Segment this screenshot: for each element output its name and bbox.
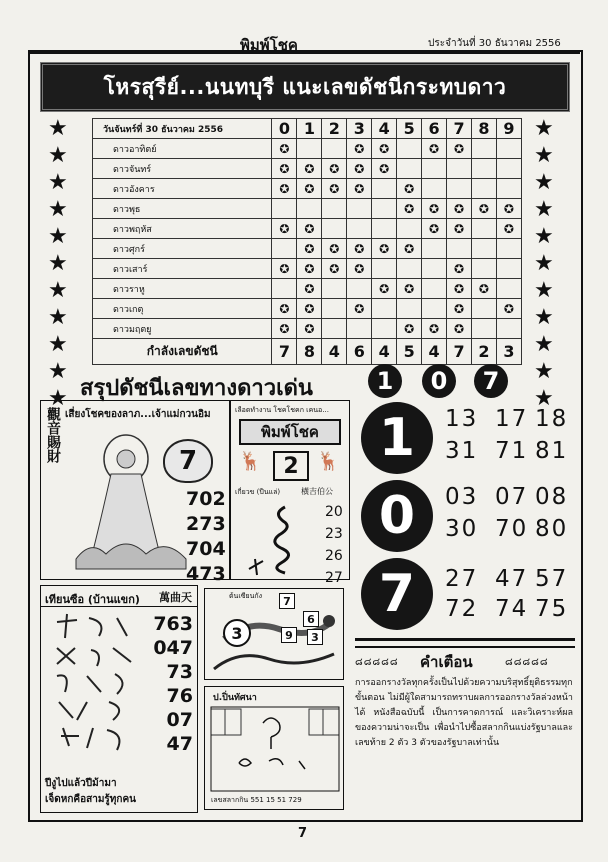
grid-total-value: 5 — [397, 339, 422, 365]
star-icon: ★ — [534, 332, 554, 357]
grid-date-label: วันจันทร์ที่ 30 ธันวาคม 2556 — [93, 119, 272, 139]
pimchok-digit: 2 — [273, 451, 309, 481]
handwritten-box-footer: เลขสลากกิน 551 15 51 729 — [211, 796, 302, 804]
tiansue-number: 76 — [166, 685, 193, 707]
star-mark-icon: ✪ — [272, 179, 297, 199]
star-mark-icon: ✪ — [347, 139, 372, 159]
grid-planet-row — [93, 139, 522, 159]
handwriting-scribble — [245, 499, 315, 579]
star-icon: ★ — [534, 359, 554, 384]
grid-total-row — [93, 339, 522, 365]
grid-total-value: 8 — [297, 339, 322, 365]
star-icon: ★ — [48, 197, 68, 222]
star-mark-icon: ✪ — [347, 239, 372, 259]
pair-number: 72 — [445, 596, 479, 622]
grid-digit-header: 7 — [447, 119, 472, 139]
empty-cell — [422, 239, 447, 259]
tiansue-footer-1: ปีงูไปแล้วปีม้ามา — [45, 778, 117, 789]
summary-title: สรุปดัชนีเลขทางดาวเด่น — [80, 376, 313, 401]
chinese-script-image — [47, 612, 137, 762]
star-mark-icon: ✪ — [347, 259, 372, 279]
guanyin-title: เสี่ยงโชคของลาภ...เจ้าแม่กวนอิม — [65, 409, 211, 420]
pair-number: 57 — [535, 566, 569, 592]
grid-digit-header: 8 — [471, 119, 496, 139]
right-star-column — [534, 118, 554, 415]
pimchok-number: 23 — [325, 526, 343, 542]
grid-total-value: 7 — [447, 339, 472, 365]
grid-header-row — [93, 119, 522, 139]
pair-number: 47 — [495, 566, 529, 592]
lizard-box-number: 6 — [303, 611, 319, 627]
grid-planet-row — [93, 219, 522, 239]
planet-name: ดาวศุกร์ — [93, 239, 272, 259]
pair-number: 13 — [445, 406, 479, 432]
star-mark-icon: ✪ — [471, 279, 496, 299]
grid-total-value: 4 — [322, 339, 347, 365]
empty-cell — [272, 279, 297, 299]
star-mark-icon: ✪ — [272, 219, 297, 239]
empty-cell — [496, 139, 521, 159]
pimchok-number-list — [325, 501, 343, 589]
star-mark-icon: ✪ — [297, 179, 322, 199]
star-mark-icon: ✪ — [422, 199, 447, 219]
pimchok-sub-right: 橫吉伯公 — [301, 487, 333, 496]
empty-cell — [372, 179, 397, 199]
star-mark-icon: ✪ — [397, 199, 422, 219]
star-mark-icon: ✪ — [496, 199, 521, 219]
empty-cell — [422, 179, 447, 199]
star-icon: ★ — [534, 251, 554, 276]
empty-cell — [372, 199, 397, 219]
planet-name: ดาวมฤตยู — [93, 319, 272, 339]
star-mark-icon: ✪ — [447, 299, 472, 319]
pimchok-box — [230, 400, 350, 586]
grid-planet-row — [93, 159, 522, 179]
handwritten-box-label: ป.ปิ่นทัศนา — [213, 693, 257, 703]
star-mark-icon: ✪ — [422, 219, 447, 239]
grid-total-value: 7 — [272, 339, 297, 365]
warning-text: การออกรางวัลทุกครั้งเป็นไปด้วยความบริสุทธิ์ยุติธรรมทุกขั้นตอน ไม่มีผู้ใดสามารถทราบผลการออกรางวัลล่วงหน้าได้ หนังสือฉบับนี้ เป็นการคาดการณ์ และวิเคราะห์ผลของความน่าจะเป็น เพื่อนำไปซื้อสลากกินแบ่งรัฐบาลและ เลขท้าย 2 ตัว 3 ตัวของรัฐบาลเท่านั้น — [355, 678, 573, 748]
empty-cell — [322, 279, 347, 299]
guanyin-box — [40, 400, 230, 585]
grid-digit-header: 5 — [397, 119, 422, 139]
star-mark-icon: ✪ — [322, 239, 347, 259]
star-mark-icon: ✪ — [347, 299, 372, 319]
star-mark-icon: ✪ — [272, 319, 297, 339]
star-mark-icon: ✪ — [322, 179, 347, 199]
star-mark-icon: ✪ — [372, 159, 397, 179]
planet-name: ดาวเสาร์ — [93, 259, 272, 279]
star-icon: ★ — [48, 116, 68, 141]
tiansue-number: 47 — [166, 733, 193, 755]
grid-total-value: 2 — [471, 339, 496, 365]
star-mark-icon: ✪ — [447, 139, 472, 159]
star-mark-icon: ✪ — [422, 139, 447, 159]
grid-planet-row — [93, 179, 522, 199]
star-icon: ★ — [48, 386, 68, 411]
empty-cell — [447, 159, 472, 179]
date-line: ประจำวันที่ 30 ธันวาคม 2556 — [428, 38, 561, 49]
star-mark-icon: ✪ — [447, 279, 472, 299]
star-icon: ★ — [48, 305, 68, 330]
star-mark-icon: ✪ — [297, 219, 322, 239]
empty-cell — [496, 319, 521, 339]
pair-number: 07 — [495, 484, 529, 510]
grid-digit-header: 9 — [496, 119, 521, 139]
grid-total-value: 4 — [422, 339, 447, 365]
empty-cell — [471, 319, 496, 339]
empty-cell — [322, 199, 347, 219]
tiansue-number: 763 — [153, 613, 193, 635]
star-mark-icon: ✪ — [297, 239, 322, 259]
warning-title: คำเตือน — [420, 653, 473, 671]
empty-cell — [471, 179, 496, 199]
star-mark-icon: ✪ — [322, 259, 347, 279]
star-icon: ★ — [48, 224, 68, 249]
star-icon: ★ — [534, 143, 554, 168]
grid-planet-row — [93, 199, 522, 219]
guanyin-chinese: 觀音賜財 — [45, 407, 61, 463]
star-mark-icon: ✪ — [397, 179, 422, 199]
empty-cell — [372, 299, 397, 319]
empty-cell — [496, 259, 521, 279]
planet-name: ดาวอาทิตย์ — [93, 139, 272, 159]
pair-number: 71 — [495, 438, 529, 464]
empty-cell — [422, 259, 447, 279]
lizard-box-number: 9 — [281, 627, 297, 643]
empty-cell — [347, 199, 372, 219]
star-mark-icon: ✪ — [347, 159, 372, 179]
guanyin-number: 273 — [186, 513, 226, 535]
empty-cell — [372, 219, 397, 239]
star-mark-icon: ✪ — [372, 279, 397, 299]
pimchok-sub-left: เกี่ยวข (ปืนแล่) — [235, 488, 281, 496]
star-mark-icon: ✪ — [372, 139, 397, 159]
empty-cell — [272, 199, 297, 219]
pimchok-logo: พิมพ์โชค — [239, 419, 341, 445]
empty-cell — [447, 179, 472, 199]
title-banner — [40, 62, 570, 112]
star-mark-icon: ✪ — [447, 259, 472, 279]
planet-name: ดาวอังคาร — [93, 179, 272, 199]
pair-number: 03 — [445, 484, 479, 510]
empty-cell — [471, 259, 496, 279]
star-mark-icon: ✪ — [496, 219, 521, 239]
star-mark-icon: ✪ — [447, 319, 472, 339]
handwritten-box — [204, 686, 344, 810]
star-mark-icon: ✪ — [471, 199, 496, 219]
grid-planet-row — [93, 319, 522, 339]
big-number-panel — [355, 398, 575, 638]
grid-digit-header: 0 — [272, 119, 297, 139]
tiansue-number: 07 — [166, 709, 193, 731]
pair-number: 27 — [445, 566, 479, 592]
planet-name: ดาวเกตุ — [93, 299, 272, 319]
empty-cell — [397, 259, 422, 279]
grid-digit-header: 2 — [322, 119, 347, 139]
summary-digit: 0 — [422, 364, 456, 398]
empty-cell — [496, 179, 521, 199]
star-mark-icon: ✪ — [272, 159, 297, 179]
planet-index-grid — [92, 118, 522, 365]
empty-cell — [471, 159, 496, 179]
empty-cell — [496, 239, 521, 259]
empty-cell — [397, 159, 422, 179]
empty-cell — [397, 219, 422, 239]
planet-name: ดาวจันทร์ — [93, 159, 272, 179]
grid-total-value: 3 — [496, 339, 521, 365]
planet-name: ดาวราหู — [93, 279, 272, 299]
left-star-column — [48, 118, 68, 415]
empty-cell — [471, 239, 496, 259]
empty-cell — [297, 139, 322, 159]
empty-cell — [397, 299, 422, 319]
star-mark-icon: ✪ — [397, 239, 422, 259]
empty-cell — [447, 239, 472, 259]
pair-number: 70 — [495, 516, 529, 542]
star-mark-icon: ✪ — [496, 299, 521, 319]
empty-cell — [372, 259, 397, 279]
tiansue-rule — [41, 606, 197, 607]
empty-cell — [322, 139, 347, 159]
star-mark-icon: ✪ — [397, 279, 422, 299]
star-icon: ★ — [48, 332, 68, 357]
warning-top-rule — [355, 638, 575, 648]
star-mark-icon: ✪ — [447, 219, 472, 239]
guanyin-number: 704 — [186, 538, 226, 560]
star-icon: ★ — [48, 278, 68, 303]
grid-digit-header: 1 — [297, 119, 322, 139]
guanyin-number: 473 — [186, 563, 226, 585]
star-icon: ★ — [534, 116, 554, 141]
guanyin-lucky-badge: 7 — [163, 439, 213, 483]
star-icon: ★ — [48, 359, 68, 384]
empty-cell — [422, 159, 447, 179]
star-mark-icon: ✪ — [372, 239, 397, 259]
empty-cell — [322, 319, 347, 339]
pimchok-number: 26 — [325, 548, 343, 564]
grid-total-label: กำลังเลขดัชนี — [93, 339, 272, 365]
empty-cell — [422, 279, 447, 299]
grid-planet-row — [93, 299, 522, 319]
star-mark-icon: ✪ — [447, 199, 472, 219]
pair-number: 30 — [445, 516, 479, 542]
grid-planet-row — [93, 279, 522, 299]
warning-ornament-left: ๘๘๘๘๘ — [355, 657, 399, 668]
empty-cell — [322, 299, 347, 319]
star-mark-icon: ✪ — [297, 319, 322, 339]
banner-text: โหรสุรีย์...นนทบุรี แนะเลขดัชนีกระทบดาว — [103, 74, 507, 99]
empty-cell — [496, 159, 521, 179]
lizard-box-label: ต้นเซียนกัง — [229, 592, 263, 600]
tiansue-title: เทียนซือ (บ้านแขก) — [45, 593, 140, 606]
empty-cell — [322, 219, 347, 239]
star-mark-icon: ✪ — [297, 279, 322, 299]
star-icon: ★ — [534, 386, 554, 411]
warning-ornament-right: ๘๘๘๘๘ — [505, 657, 549, 668]
star-mark-icon: ✪ — [272, 299, 297, 319]
big-digit: 1 — [361, 402, 433, 474]
brand-title: พิมพ์โชค — [240, 36, 298, 54]
empty-cell — [397, 139, 422, 159]
grid-digit-header: 4 — [372, 119, 397, 139]
pair-number: 31 — [445, 438, 479, 464]
lizard-box-number: 7 — [279, 593, 295, 609]
lizard-box — [204, 588, 344, 680]
tiansue-chinese: 萬曲天 — [159, 591, 192, 604]
tiansue-number: 73 — [166, 661, 193, 683]
pimchok-number: 27 — [325, 570, 343, 586]
star-icon: ★ — [534, 224, 554, 249]
grid-total-value: 6 — [347, 339, 372, 365]
empty-cell — [297, 199, 322, 219]
pair-number: 75 — [535, 596, 569, 622]
empty-cell — [471, 139, 496, 159]
empty-cell — [422, 299, 447, 319]
empty-cell — [347, 319, 372, 339]
empty-cell — [471, 299, 496, 319]
star-icon: ★ — [534, 170, 554, 195]
deer-icon: 🦌 — [239, 451, 262, 472]
handwritten-figure — [209, 703, 341, 793]
empty-cell — [471, 219, 496, 239]
big-digit: 7 — [361, 558, 433, 630]
summary-digit: 1 — [368, 364, 402, 398]
star-icon: ★ — [534, 278, 554, 303]
planet-name: ดาวพุธ — [93, 199, 272, 219]
lizard-box-number: 3 — [307, 629, 323, 645]
star-icon: ★ — [48, 251, 68, 276]
empty-cell — [496, 279, 521, 299]
guanyin-number-list — [186, 487, 226, 587]
pair-number: 74 — [495, 596, 529, 622]
star-mark-icon: ✪ — [297, 299, 322, 319]
star-mark-icon: ✪ — [322, 159, 347, 179]
planet-name: ดาวพฤหัส — [93, 219, 272, 239]
star-mark-icon: ✪ — [347, 179, 372, 199]
star-mark-icon: ✪ — [297, 159, 322, 179]
lizard-circle-number: 3 — [223, 619, 251, 647]
big-digit: 0 — [361, 480, 433, 552]
pair-number: 81 — [535, 438, 569, 464]
star-icon: ★ — [48, 170, 68, 195]
empty-cell — [347, 279, 372, 299]
tiansue-box — [40, 585, 198, 813]
star-mark-icon: ✪ — [297, 259, 322, 279]
tiansue-footer-2: เจ็ดหกคือสามรู้ทุกคน — [45, 794, 136, 805]
grid-digit-header: 6 — [422, 119, 447, 139]
pair-number: 18 — [535, 406, 569, 432]
page-number: 7 — [298, 826, 308, 841]
pair-number: 17 — [495, 406, 529, 432]
grid-total-value: 4 — [372, 339, 397, 365]
tiansue-number: 047 — [153, 637, 193, 659]
empty-cell — [272, 239, 297, 259]
pimchok-number: 20 — [325, 504, 343, 520]
guanyin-number: 702 — [186, 488, 226, 510]
grid-planet-row — [93, 239, 522, 259]
summary-digit: 7 — [474, 364, 508, 398]
star-mark-icon: ✪ — [422, 319, 447, 339]
grid-digit-header: 3 — [347, 119, 372, 139]
deer-icon: 🦌 — [317, 451, 340, 472]
star-icon: ★ — [534, 197, 554, 222]
star-mark-icon: ✪ — [272, 139, 297, 159]
star-mark-icon: ✪ — [272, 259, 297, 279]
star-icon: ★ — [48, 143, 68, 168]
star-icon: ★ — [534, 305, 554, 330]
empty-cell — [347, 219, 372, 239]
tiansue-number-list — [153, 612, 193, 756]
grid-planet-row — [93, 259, 522, 279]
pair-number: 08 — [535, 484, 569, 510]
pair-number: 80 — [535, 516, 569, 542]
empty-cell — [372, 319, 397, 339]
pimchok-caption: เลือดทำงาน โชคโชคก เคนอ... — [235, 406, 329, 414]
star-mark-icon: ✪ — [397, 319, 422, 339]
